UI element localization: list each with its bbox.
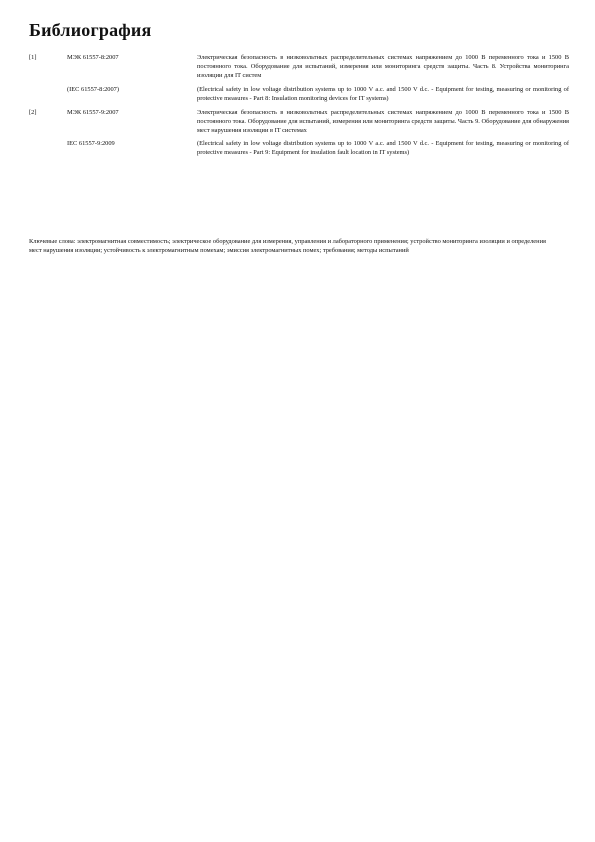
bibliography-entry — [29, 140, 569, 158]
entry-title: (Electrical safety in low voltage distribution systems up to 1000 V a.c. and 1500 V d.c. - Equipment for testing, measuring or monitoring of protective measures - Part 8: Insulation monitoring devices for IT systems) — [197, 86, 569, 103]
entry-standard-code: (IEC 61557-8:2007) — [67, 86, 120, 94]
bibliography-entry — [29, 109, 569, 135]
entry-standard-code: МЭК 61557-8:2007 — [67, 54, 119, 61]
entry-number: [2] — [29, 108, 37, 116]
entry-standard-code: IEC 61557-9:2009 — [67, 140, 115, 148]
entry-title: Электрическая безопасность в низковольтных распределительных системах напряжением до 1000 В переменного тока и 1500 В постоянного тока. Оборудование для испытаний, измерения или мониторинга средств защиты. Часть 8. Устройства мониторинга изоляции для IT систем — [197, 54, 569, 79]
entry-number: [1] — [29, 54, 37, 61]
entry-number — [29, 86, 67, 104]
keywords-paragraph: Ключевые слова: электромагнитная совместимость; электрическое оборудование для измерения, управления и лабораторного применения; устройство мониторинга изоляции и определения мест нарушения изоляции; устойчивость к электромагнитным помехам; эмиссия электромагнитных помех; требования; методы испытаний — [29, 238, 546, 254]
page-title: Библиография — [29, 20, 152, 40]
entry-standard-code: МЭК 61557-9:2007 — [67, 108, 119, 116]
bibliography-entry — [29, 54, 569, 80]
bibliography-list — [29, 54, 569, 158]
entry-title: Электрическая безопасность в низковольтных распределительных системах напряжением до 1000 В переменного тока и 1500 В постоянного тока. Оборудование для испытаний, измерения или мониторинга средств защиты. Часть 9. Оборудование для обнаружения мест нарушения изоляции в IT системах — [197, 108, 569, 134]
entry-number — [29, 140, 67, 158]
entry-title: (Electrical safety in low voltage distribution systems up to 1000 V a.c. and 1500 V d.c. - Equipment for testing, measuring or monitoring of protective measures - Part 9: Equipment for insulation fault location in IT systems) — [197, 140, 569, 157]
bibliography-entry — [29, 86, 569, 104]
